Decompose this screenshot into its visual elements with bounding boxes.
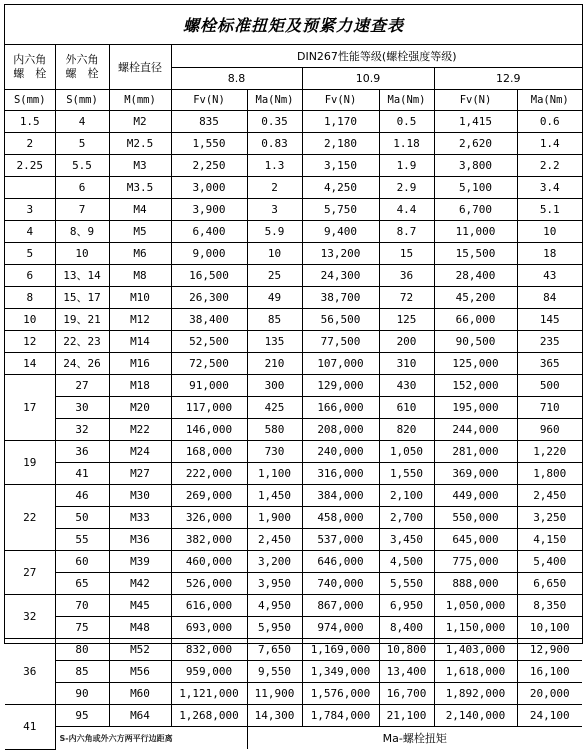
table-cell: 5.1 — [517, 199, 582, 221]
table-cell: 3 — [247, 199, 302, 221]
table-cell: 8,400 — [379, 617, 434, 639]
table-cell: M24 — [109, 441, 171, 463]
table-cell: 11,900 — [247, 683, 302, 705]
table-row — [5, 441, 582, 463]
inner-hex-cell: 2.25 — [5, 155, 55, 177]
table-row — [5, 133, 582, 155]
table-cell: 36 — [55, 441, 109, 463]
table-cell: 3.4 — [517, 177, 582, 199]
table-cell: 4 — [55, 111, 109, 133]
table-cell: M27 — [109, 463, 171, 485]
table-cell: M42 — [109, 573, 171, 595]
unit-cell: M(mm) — [109, 90, 171, 111]
table-cell: M39 — [109, 551, 171, 573]
table-cell: 43 — [517, 265, 582, 287]
table-cell: M22 — [109, 419, 171, 441]
table-cell: 460,000 — [171, 551, 247, 573]
table-cell: 693,000 — [171, 617, 247, 639]
table-cell: 210 — [247, 353, 302, 375]
table-cell: 3,150 — [302, 155, 379, 177]
table-cell: 2,700 — [379, 507, 434, 529]
table-row — [5, 397, 582, 419]
table-cell: 77,500 — [302, 331, 379, 353]
table-cell: 300 — [247, 375, 302, 397]
table-cell: 22、23 — [55, 331, 109, 353]
table-cell: 4,500 — [379, 551, 434, 573]
table-cell: M20 — [109, 397, 171, 419]
unit-cell: Fv(N) — [302, 90, 379, 111]
table-cell: 3,200 — [247, 551, 302, 573]
table-cell: M48 — [109, 617, 171, 639]
table-cell: 107,000 — [302, 353, 379, 375]
table-cell: 5,100 — [434, 177, 517, 199]
table-row — [5, 419, 582, 441]
table-cell: 15、17 — [55, 287, 109, 309]
table-cell: 959,000 — [171, 661, 247, 683]
table-row — [5, 507, 582, 529]
table-cell: 10,800 — [379, 639, 434, 661]
table-cell: 0.83 — [247, 133, 302, 155]
table-cell: 430 — [379, 375, 434, 397]
table-cell: 1,170 — [302, 111, 379, 133]
table-cell: 710 — [517, 397, 582, 419]
table-cell: 6 — [55, 177, 109, 199]
table-cell: 537,000 — [302, 529, 379, 551]
table-cell: 125 — [379, 309, 434, 331]
table-row — [5, 661, 582, 683]
table-cell: 1,415 — [434, 111, 517, 133]
table-cell: 85 — [55, 661, 109, 683]
table-cell: 1,150,000 — [434, 617, 517, 639]
table-cell: 1,550 — [379, 463, 434, 485]
table-cell: M60 — [109, 683, 171, 705]
unit-cell: S(mm) — [55, 90, 109, 111]
table-cell: M16 — [109, 353, 171, 375]
table-cell: 5,400 — [517, 551, 582, 573]
inner-hex-cell: 36 — [5, 639, 55, 705]
table-row — [5, 353, 582, 375]
table-cell: 24,300 — [302, 265, 379, 287]
table-cell: 1,784,000 — [302, 705, 379, 727]
table-cell: 3,250 — [517, 507, 582, 529]
table-cell: 4,150 — [517, 529, 582, 551]
table-row — [5, 705, 582, 727]
table-cell: 1.9 — [379, 155, 434, 177]
table-row — [5, 485, 582, 507]
table-cell: 13,200 — [302, 243, 379, 265]
table-cell: M2 — [109, 111, 171, 133]
table-cell: 500 — [517, 375, 582, 397]
table-cell: M64 — [109, 705, 171, 727]
table-cell: 9,400 — [302, 221, 379, 243]
table-cell: 610 — [379, 397, 434, 419]
table-cell: 458,000 — [302, 507, 379, 529]
table-cell: 449,000 — [434, 485, 517, 507]
table-cell: 8.7 — [379, 221, 434, 243]
table-cell: 200 — [379, 331, 434, 353]
table-cell: 195,000 — [434, 397, 517, 419]
table-cell: 384,000 — [302, 485, 379, 507]
inner-hex-cell: 6 — [5, 265, 55, 287]
table-cell: M45 — [109, 595, 171, 617]
table-cell: 740,000 — [302, 573, 379, 595]
table-cell: M10 — [109, 287, 171, 309]
torque-preload-table-sheet — [4, 4, 583, 745]
table-cell: 129,000 — [302, 375, 379, 397]
table-cell: 9,000 — [171, 243, 247, 265]
inner-hex-cell: 5 — [5, 243, 55, 265]
table-cell: 5 — [55, 133, 109, 155]
table-cell: 2,620 — [434, 133, 517, 155]
inner-hex-cell: 10 — [5, 309, 55, 331]
table-cell: 526,000 — [171, 573, 247, 595]
table-cell: 835 — [171, 111, 247, 133]
table-cell: 25 — [247, 265, 302, 287]
inner-hex-cell: 19 — [5, 441, 55, 485]
table-cell: 16,700 — [379, 683, 434, 705]
unit-cell: Ma(Nm) — [379, 90, 434, 111]
table-cell: M3 — [109, 155, 171, 177]
table-cell: 235 — [517, 331, 582, 353]
table-cell: M4 — [109, 199, 171, 221]
table-cell: 3,000 — [171, 177, 247, 199]
table-cell: 4,950 — [247, 595, 302, 617]
table-row — [5, 243, 582, 265]
table-cell: 2,450 — [517, 485, 582, 507]
table-cell: 208,000 — [302, 419, 379, 441]
table-row — [5, 529, 582, 551]
table-cell: 14,300 — [247, 705, 302, 727]
footer-row — [5, 727, 582, 750]
inner-hex-cell: 41 — [5, 705, 55, 750]
table-cell: 15 — [379, 243, 434, 265]
table-cell: M8 — [109, 265, 171, 287]
footer-note: S-内六角或外六方两平行边距离 — [55, 727, 247, 750]
table-row — [5, 287, 582, 309]
table-cell: M30 — [109, 485, 171, 507]
table-cell: 66,000 — [434, 309, 517, 331]
table-cell: 60 — [55, 551, 109, 573]
inner-hex-cell: 22 — [5, 485, 55, 551]
table-cell: 55 — [55, 529, 109, 551]
table-row — [5, 177, 582, 199]
inner-hex-cell: 14 — [5, 353, 55, 375]
table-cell: M5 — [109, 221, 171, 243]
table-cell: M14 — [109, 331, 171, 353]
inner-hex-cell: 8 — [5, 287, 55, 309]
grade-10-9-header: 10.9 — [302, 68, 434, 90]
inner-hex-cell: 27 — [5, 551, 55, 595]
table-cell: 10 — [55, 243, 109, 265]
table-cell: 41 — [55, 463, 109, 485]
table-cell: 146,000 — [171, 419, 247, 441]
table-cell: M6 — [109, 243, 171, 265]
table-cell: M12 — [109, 309, 171, 331]
table-row — [5, 639, 582, 661]
table-cell: 152,000 — [434, 375, 517, 397]
unit-cell: Ma(Nm) — [247, 90, 302, 111]
table-cell: 550,000 — [434, 507, 517, 529]
table-cell: 6,700 — [434, 199, 517, 221]
table-cell: 326,000 — [171, 507, 247, 529]
table-cell: 4.4 — [379, 199, 434, 221]
table-row — [5, 463, 582, 485]
table-cell: 222,000 — [171, 463, 247, 485]
table-cell: 580 — [247, 419, 302, 441]
table-cell: 30 — [55, 397, 109, 419]
inner-hex-cell: 1.5 — [5, 111, 55, 133]
table-cell: 6,950 — [379, 595, 434, 617]
table-cell: 5,750 — [302, 199, 379, 221]
table-cell: 70 — [55, 595, 109, 617]
table-cell: 1,892,000 — [434, 683, 517, 705]
table-cell: 2,180 — [302, 133, 379, 155]
table-cell: 0.6 — [517, 111, 582, 133]
table-cell: 27 — [55, 375, 109, 397]
table-cell: 3,900 — [171, 199, 247, 221]
table-cell: 0.5 — [379, 111, 434, 133]
table-cell: 1,050 — [379, 441, 434, 463]
table-cell: 2,250 — [171, 155, 247, 177]
table-cell: 10 — [247, 243, 302, 265]
table-cell: 6,650 — [517, 573, 582, 595]
table-cell: 5,550 — [379, 573, 434, 595]
table-cell: 15,500 — [434, 243, 517, 265]
table-cell: 1.18 — [379, 133, 434, 155]
table-cell: 1,349,000 — [302, 661, 379, 683]
table-cell: 974,000 — [302, 617, 379, 639]
table-cell: 2,100 — [379, 485, 434, 507]
table-cell: 9,550 — [247, 661, 302, 683]
table-cell: 1,550 — [171, 133, 247, 155]
unit-cell: Fv(N) — [434, 90, 517, 111]
table-cell: 5,950 — [247, 617, 302, 639]
table-cell: 90 — [55, 683, 109, 705]
table-cell: 1,100 — [247, 463, 302, 485]
grade-group-header: DIN267性能等级(螺栓强度等级) — [171, 45, 582, 68]
table-cell: 21,100 — [379, 705, 434, 727]
table-cell: 369,000 — [434, 463, 517, 485]
unit-cell: S(mm) — [5, 90, 55, 111]
table-cell: 32 — [55, 419, 109, 441]
table-cell: 616,000 — [171, 595, 247, 617]
table-title: 螺栓标准扭矩及预紧力速查表 — [5, 5, 582, 45]
table-cell: 775,000 — [434, 551, 517, 573]
table-row — [5, 111, 582, 133]
table-cell: 2.9 — [379, 177, 434, 199]
table-cell: 1,900 — [247, 507, 302, 529]
table-cell: 36 — [379, 265, 434, 287]
table-cell: 1,403,000 — [434, 639, 517, 661]
table-cell: 316,000 — [302, 463, 379, 485]
table-cell: 16,500 — [171, 265, 247, 287]
table-cell: 26,300 — [171, 287, 247, 309]
table-cell: 117,000 — [171, 397, 247, 419]
table-cell: 8,350 — [517, 595, 582, 617]
units-row — [5, 90, 582, 111]
table-cell: 84 — [517, 287, 582, 309]
table-cell: 5.9 — [247, 221, 302, 243]
table-cell: 11,000 — [434, 221, 517, 243]
table-cell: 3,800 — [434, 155, 517, 177]
table-row — [5, 309, 582, 331]
table-cell: 1,800 — [517, 463, 582, 485]
table-cell: 2,140,000 — [434, 705, 517, 727]
table-cell: 281,000 — [434, 441, 517, 463]
table-row — [5, 573, 582, 595]
table-cell: 145 — [517, 309, 582, 331]
table-cell: 2.2 — [517, 155, 582, 177]
table-cell: 7 — [55, 199, 109, 221]
table-cell: M52 — [109, 639, 171, 661]
inner-hex-cell: 32 — [5, 595, 55, 639]
table-cell: 1,268,000 — [171, 705, 247, 727]
table-cell: 38,700 — [302, 287, 379, 309]
table-cell: 240,000 — [302, 441, 379, 463]
table-cell: 1,618,000 — [434, 661, 517, 683]
torque-table — [5, 45, 582, 750]
table-cell: 72 — [379, 287, 434, 309]
table-cell: 1,450 — [247, 485, 302, 507]
table-cell: 75 — [55, 617, 109, 639]
table-cell: 24,100 — [517, 705, 582, 727]
table-cell: 382,000 — [171, 529, 247, 551]
table-cell: 19、21 — [55, 309, 109, 331]
table-cell: 820 — [379, 419, 434, 441]
table-cell: 28,400 — [434, 265, 517, 287]
table-row — [5, 155, 582, 177]
inner-hex-cell: 12 — [5, 331, 55, 353]
table-cell: 72,500 — [171, 353, 247, 375]
table-cell: 90,500 — [434, 331, 517, 353]
table-cell: 888,000 — [434, 573, 517, 595]
table-cell: M18 — [109, 375, 171, 397]
table-cell: 960 — [517, 419, 582, 441]
table-cell: 20,000 — [517, 683, 582, 705]
torque-legend: Ma-螺栓扭矩 — [247, 727, 582, 750]
table-cell: M2.5 — [109, 133, 171, 155]
table-cell: 38,400 — [171, 309, 247, 331]
table-cell: 10,100 — [517, 617, 582, 639]
table-cell: 125,000 — [434, 353, 517, 375]
table-cell: 1,050,000 — [434, 595, 517, 617]
table-cell: 13,400 — [379, 661, 434, 683]
inner-hex-cell: 3 — [5, 199, 55, 221]
table-cell: 46 — [55, 485, 109, 507]
table-cell: 166,000 — [302, 397, 379, 419]
table-row — [5, 617, 582, 639]
table-cell: 168,000 — [171, 441, 247, 463]
table-row — [5, 265, 582, 287]
table-cell: 13、14 — [55, 265, 109, 287]
table-cell: 5.5 — [55, 155, 109, 177]
inner-hex-header: 内六角 螺 栓 — [5, 45, 55, 90]
table-cell: 49 — [247, 287, 302, 309]
table-cell: 80 — [55, 639, 109, 661]
table-cell: M36 — [109, 529, 171, 551]
table-cell: 65 — [55, 573, 109, 595]
table-cell: 425 — [247, 397, 302, 419]
table-cell: 8、9 — [55, 221, 109, 243]
table-cell: 1.3 — [247, 155, 302, 177]
table-cell: 95 — [55, 705, 109, 727]
inner-hex-cell: 4 — [5, 221, 55, 243]
table-cell: 18 — [517, 243, 582, 265]
table-cell: 10 — [517, 221, 582, 243]
unit-cell: Ma(Nm) — [517, 90, 582, 111]
table-cell: M33 — [109, 507, 171, 529]
table-cell: 365 — [517, 353, 582, 375]
table-row — [5, 595, 582, 617]
table-cell: 646,000 — [302, 551, 379, 573]
table-cell: 12,900 — [517, 639, 582, 661]
inner-hex-cell: 17 — [5, 375, 55, 441]
table-cell: 730 — [247, 441, 302, 463]
table-cell: 2 — [247, 177, 302, 199]
table-cell: 0.35 — [247, 111, 302, 133]
unit-cell: Fv(N) — [171, 90, 247, 111]
table-row — [5, 375, 582, 397]
table-cell: M56 — [109, 661, 171, 683]
table-row — [5, 551, 582, 573]
table-cell: 1.4 — [517, 133, 582, 155]
table-cell: 91,000 — [171, 375, 247, 397]
table-cell: 2,450 — [247, 529, 302, 551]
table-cell: 3,450 — [379, 529, 434, 551]
table-row — [5, 331, 582, 353]
table-cell: 16,100 — [517, 661, 582, 683]
table-cell: 56,500 — [302, 309, 379, 331]
table-cell: 310 — [379, 353, 434, 375]
table-cell: 6,400 — [171, 221, 247, 243]
table-cell: 1,121,000 — [171, 683, 247, 705]
inner-hex-cell — [5, 177, 55, 199]
table-cell: 832,000 — [171, 639, 247, 661]
table-cell: 269,000 — [171, 485, 247, 507]
table-cell: 52,500 — [171, 331, 247, 353]
table-cell: 645,000 — [434, 529, 517, 551]
outer-hex-header: 外六角 螺 栓 — [55, 45, 109, 90]
table-row — [5, 199, 582, 221]
table-row — [5, 683, 582, 705]
table-cell: 1,220 — [517, 441, 582, 463]
grade-12-9-header: 12.9 — [434, 68, 582, 90]
table-cell: 3,950 — [247, 573, 302, 595]
table-cell: 135 — [247, 331, 302, 353]
table-cell: 867,000 — [302, 595, 379, 617]
table-cell: 244,000 — [434, 419, 517, 441]
diameter-header: 螺栓直径 — [109, 45, 171, 90]
table-cell: 85 — [247, 309, 302, 331]
table-cell: 45,200 — [434, 287, 517, 309]
table-cell: 7,650 — [247, 639, 302, 661]
table-row — [5, 221, 582, 243]
grade-8-8-header: 8.8 — [171, 68, 302, 90]
table-cell: 1,576,000 — [302, 683, 379, 705]
table-cell: 1,169,000 — [302, 639, 379, 661]
inner-hex-cell: 2 — [5, 133, 55, 155]
table-cell: 50 — [55, 507, 109, 529]
table-cell: M3.5 — [109, 177, 171, 199]
table-cell: 24、26 — [55, 353, 109, 375]
table-cell: 4,250 — [302, 177, 379, 199]
